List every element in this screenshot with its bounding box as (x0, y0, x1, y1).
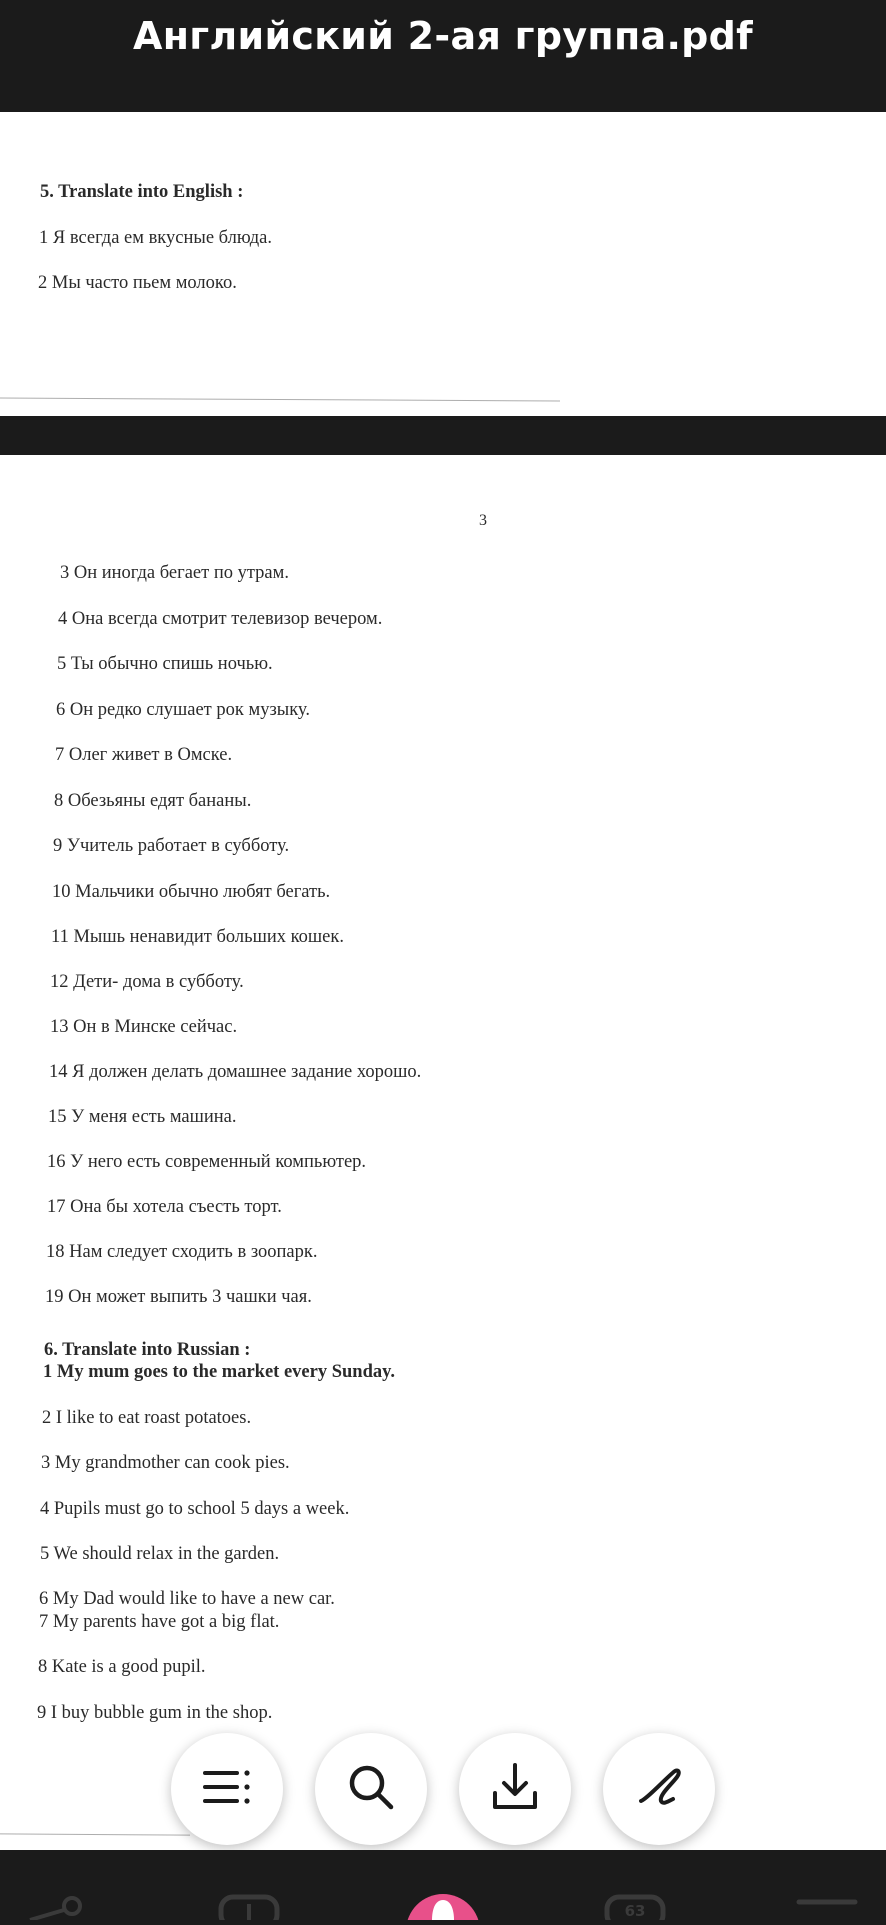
exercise-line: 7 My parents have got a big flat. (39, 1612, 280, 1632)
exercise-line-bold: 1 My mum goes to the market every Sunday. (43, 1362, 395, 1382)
exercise-line: 4 Pupils must go to school 5 days a week. (40, 1499, 350, 1519)
exercise-line: 9 Учитель работает в субботу. (53, 836, 290, 856)
exercise-line: 3 Он иногда бегает по утрам. (60, 563, 289, 583)
exercise-line: 10 Мальчики обычно любят бегать. (52, 882, 331, 902)
exercise-line: 5 We should relax in the garden. (40, 1544, 280, 1564)
svg-text:63: 63 (624, 1902, 646, 1920)
exercise-line: 4 Она всегда смотрит телевизор вечером. (58, 609, 383, 629)
exercise-line: 15 У меня есть машина. (48, 1107, 237, 1127)
scan-edge-line (0, 1833, 190, 1835)
exercise-line: 8 Kate is a good pupil. (38, 1657, 206, 1677)
tabs-icon[interactable] (604, 1894, 666, 1925)
exercise-line: 6 Он редко слушает рок музыку. (56, 700, 310, 720)
download-icon (489, 1761, 541, 1818)
exercise-line: 18 Нам следует сходить в зоопарк. (46, 1242, 318, 1262)
bookmark-add-icon[interactable] (218, 1894, 280, 1925)
page-number: 3 (479, 512, 487, 529)
menu-list-icon (201, 1767, 253, 1812)
exercise-line: 2 I like to eat roast potatoes. (42, 1408, 252, 1428)
pen-icon (633, 1761, 685, 1818)
download-button[interactable] (459, 1733, 571, 1845)
exercise-line: 6 My Dad would like to have a new car. (39, 1589, 335, 1609)
exercise-line: 1 Я всегда ем вкусные блюда. (39, 228, 272, 248)
exercise-line: 5 Ты обычно спишь ночью. (57, 654, 273, 674)
exercise-line: 16 У него есть современный компьютер. (47, 1152, 367, 1172)
exercise-line: 17 Она бы хотела съесть торт. (47, 1197, 282, 1217)
document-title: Английский 2-ая группа.pdf (132, 14, 754, 58)
exercise-line: 8 Обезьяны едят бананы. (54, 791, 252, 811)
search-icon (345, 1761, 397, 1818)
assistant-icon[interactable] (406, 1894, 480, 1925)
exercise-line: 13 Он в Минске сейчас. (50, 1017, 238, 1037)
pdf-page-1 (0, 112, 886, 416)
menu-icon[interactable] (796, 1894, 858, 1925)
exercise-line: 3 My grandmother can cook pies. (41, 1453, 290, 1473)
search-button[interactable] (315, 1733, 427, 1845)
exercise-line: 2 Мы часто пьем молоко. (38, 273, 237, 293)
section-heading-5: 5. Translate into English : (40, 182, 244, 202)
share-icon[interactable] (26, 1894, 86, 1925)
title-bar (0, 0, 886, 110)
exercise-line: 11 Мышь ненавидит больших кошек. (51, 927, 344, 947)
scan-edge-line (0, 398, 560, 402)
contents-button[interactable] (171, 1733, 283, 1845)
exercise-line: 19 Он может выпить 3 чашки чая. (45, 1287, 312, 1307)
exercise-line: 12 Дети- дома в субботу. (50, 972, 244, 992)
exercise-line: 7 Олег живет в Омске. (55, 745, 233, 765)
section-heading-6: 6. Translate into Russian : (44, 1340, 251, 1360)
pdf-page-2 (0, 455, 886, 1850)
exercise-line: 9 I buy bubble gum in the shop. (37, 1703, 273, 1723)
bottom-navigation (0, 1850, 886, 1920)
exercise-line: 14 Я должен делать домашнее задание хорошо. (49, 1062, 422, 1082)
annotate-button[interactable] (603, 1733, 715, 1845)
